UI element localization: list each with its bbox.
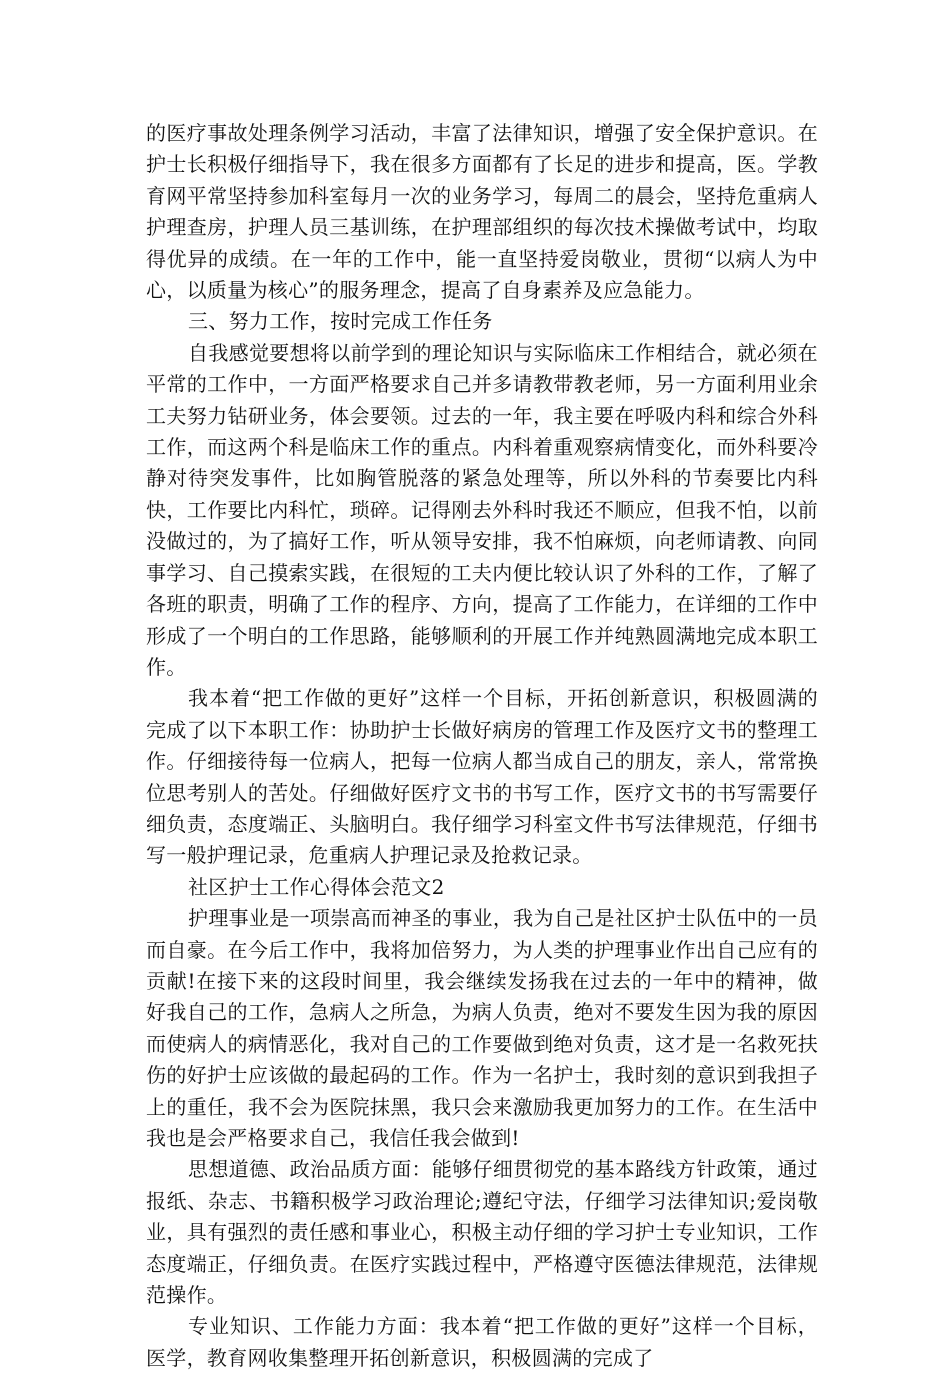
section-heading: 三、努力工作，按时完成工作任务: [188, 309, 493, 334]
document-body: [146, 118, 818, 1374]
paragraph: 我本着“把工作做的更好”这样一个目标，开拓创新意识，积极圆满的完成了以下本职工作：协助护士长做好病房的管理工作及医疗文书的整理工作。仔细接待每一位病人，把每一位病人都当成自己的朋友，亲人，常常换位思考别人的苦处。仔细做好医疗文书的书写工作，医疗文书的书写需要仔细负责，态度端正、头脑明白。我仔细学习科室文件书写法律规范，仔细书写一般护理记录，危重病人护理记录及抢救记录。: [146, 686, 818, 868]
paragraph: 思想道德、政治品质方面：能够仔细贯彻党的基本路线方针政策，通过报纸、杂志、书籍积极学习政治理论;遵纪守法，仔细学习法律知识;爱岗敬业，具有强烈的责任感和事业心，积极主动仔细的学习护士专业知识，工作态度端正，仔细负责。在医疗实践过程中，严格遵守医德法律规范，法律规范操作。: [146, 1157, 818, 1308]
paragraph: 专业知识、工作能力方面：我本着“把工作做的更好”这样一个目标，医学，教育网收集整理开拓创新意识，积极圆满的完成了: [146, 1314, 818, 1370]
paragraph: 护理事业是一项崇高而神圣的事业，我为自己是社区护士队伍中的一员而自豪。在今后工作中，我将加倍努力，为人类的护理事业作出自己应有的贡献!在接下来的这段时间里，我会继续发扬我在过去的一年中的精神，做好我自己的工作，急病人之所急，为病人负责，绝对不要发生因为我的原因而使病人的病情恶化，我对自己的工作要做到绝对负责，这才是一名救死扶伤的好护士应该做的最起码的工作。作为一名护士，我时刻的意识到我担子上的重任，我不会为医院抹黑，我只会来激励我更加努力的工作。在生活中我也是会严格要求自己，我信任我会做到!: [146, 906, 818, 1150]
article-title: 社区护士工作心得体会范文2: [188, 874, 445, 899]
paragraph: 自我感觉要想将以前学到的理论知识与实际临床工作相结合，就必须在平常的工作中，一方面严格要求自己并多请教带教老师，另一方面利用业余工夫努力钻研业务，体会要领。过去的一年，我主要在呼吸内科和综合外科工作，而这两个科是临床工作的重点。内科着重观察病情变化，而外科要冷静对待突发事件，比如胸管脱落的紧急处理等，所以外科的节奏要比内科快，工作要比内科忙，琐碎。记得刚去外科时我还不顺应，但我不怕，以前没做过的，为了搞好工作，听从领导安排，我不怕麻烦，向老师请教、向同事学习、自己摸索实践，在很短的工夫内便比较认识了外科的工作，了解了各班的职责，明确了工作的程序、方向，提高了工作能力，在详细的工作中形成了一个明白的工作思路，能够顺利的开展工作并纯熟圆满地完成本职工作。: [146, 340, 818, 679]
paragraph-continuation: 的医疗事故处理条例学习活动，丰富了法律知识，增强了安全保护意识。在护士长积极仔细指导下，我在很多方面都有了长足的进步和提高，医。学教育网平常坚持参加科室每月一次的业务学习，每周二的晨会，坚持危重病人护理查房，护理人员三基训练，在护理部组织的每次技术操做考试中，均取得优异的成绩。在一年的工作中，能一直坚持爱岗敬业，贯彻“以病人为中心，以质量为核心”的服务理念，提高了自身素养及应急能力。: [146, 121, 818, 303]
